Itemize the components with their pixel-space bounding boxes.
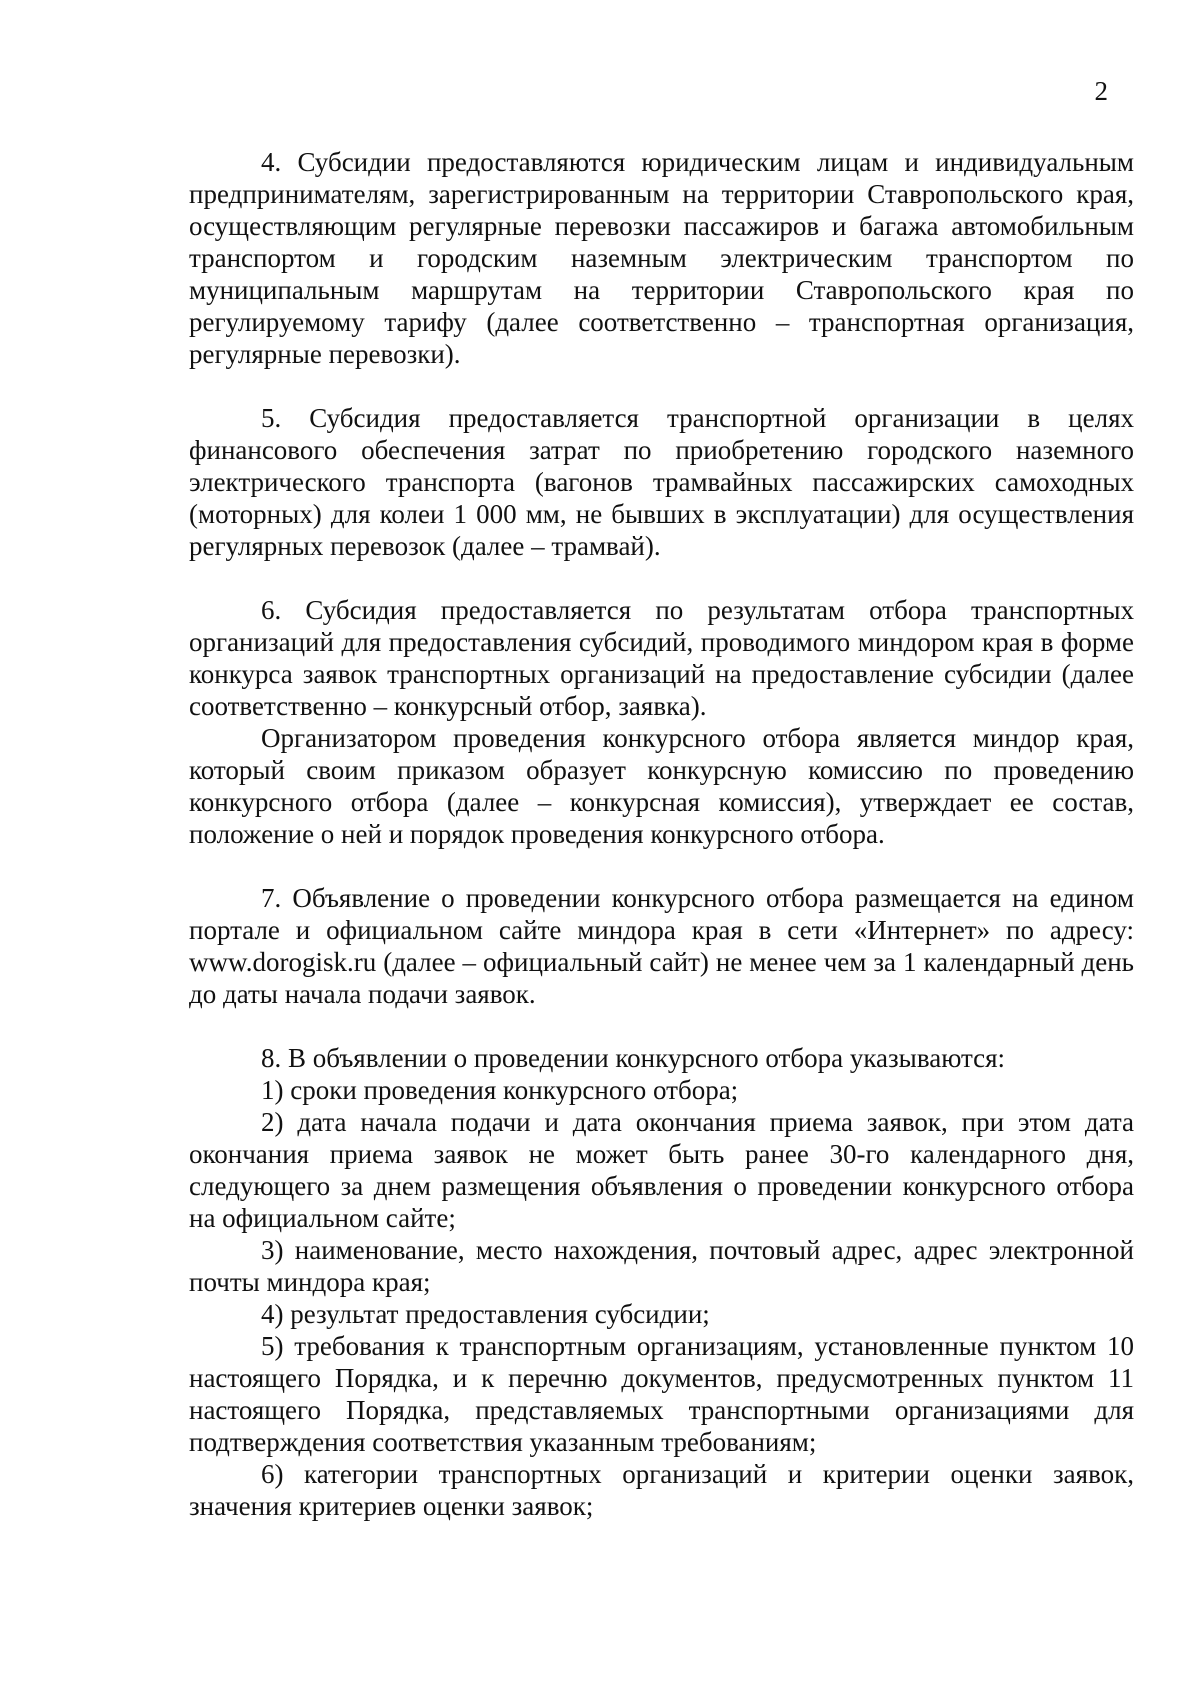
list-item-5: 5) требования к транспортным организациям, установленные пунктом 10 настоящего Порядка, и к перечню документов, предусмотренных пунктом 11 настоящего Порядка, представляемых транспортными организациями для подтверждения соответствия указанным требованиям; [189, 1331, 1134, 1457]
paragraph-item-4: 4. Субсидии предоставляются юридическим лицам и индивидуальным предпринимателям, зарегистрированным на территории Ставропольского края, осуществляющим регулярные перевозки пассажиров и багажа автомобильным транспортом и городским наземным электрическим транспортом по муниципальным маршрутам на территории Ставропольского края по регулируемому тарифу (далее соответственно – транспортная организация, регулярные перевозки). [189, 147, 1134, 369]
document-body [189, 146, 1134, 1522]
paragraph-organizer: Организатором проведения конкурсного отбора является миндор края, который своим приказом образует конкурсную комиссию по проведению конкурсного отбора (далее – конкурсная комиссия), утверждает ее состав, положение о ней и порядок проведения конкурсного отбора. [189, 723, 1134, 849]
list-item-1: 1) сроки проведения конкурсного отбора; [261, 1075, 739, 1105]
page-number: 2 [1094, 76, 1108, 106]
paragraph-item-6: 6. Субсидия предоставляется по результатам отбора транспортных организаций для предоставления субсидий, проводимого миндором края в форме конкурса заявок транспортных организаций на предоставление субсидии (далее соответственно – конкурсный отбор, заявка). [189, 595, 1134, 721]
paragraph-item-8: 8. В объявлении о проведении конкурсного отбора указываются: [261, 1043, 1006, 1073]
list-item-4: 4) результат предоставления субсидии; [261, 1299, 710, 1329]
list-item-2: 2) дата начала подачи и дата окончания приема заявок, при этом дата окончания приема заявок не может быть ранее 30-го календарного дня, следующего за днем размещения объявления о проведении конкурсного отбора на официальном сайте; [189, 1107, 1134, 1233]
list-item-6: 6) категории транспортных организаций и критерии оценки заявок, значения критериев оценки заявок; [189, 1459, 1134, 1521]
paragraph-item-7: 7. Объявление о проведении конкурсного отбора размещается на едином портале и официальном сайте миндора края в сети «Интернет» по адресу: www.dorogisk.ru (далее – официальный сайт) не менее чем за 1 календарный день до даты начала подачи заявок. [189, 883, 1134, 1009]
paragraph-item-5: 5. Субсидия предоставляется транспортной организации в целях финансового обеспечения затрат по приобретению городского наземного электрического транспорта (вагонов трамвайных пассажирских самоходных (моторных) для колеи 1 000 мм, не бывших в эксплуатации) для осуществления регулярных перевозок (далее – трамвай). [189, 403, 1134, 561]
list-item-3: 3) наименование, место нахождения, почтовый адрес, адрес электронной почты миндора края; [189, 1235, 1134, 1297]
